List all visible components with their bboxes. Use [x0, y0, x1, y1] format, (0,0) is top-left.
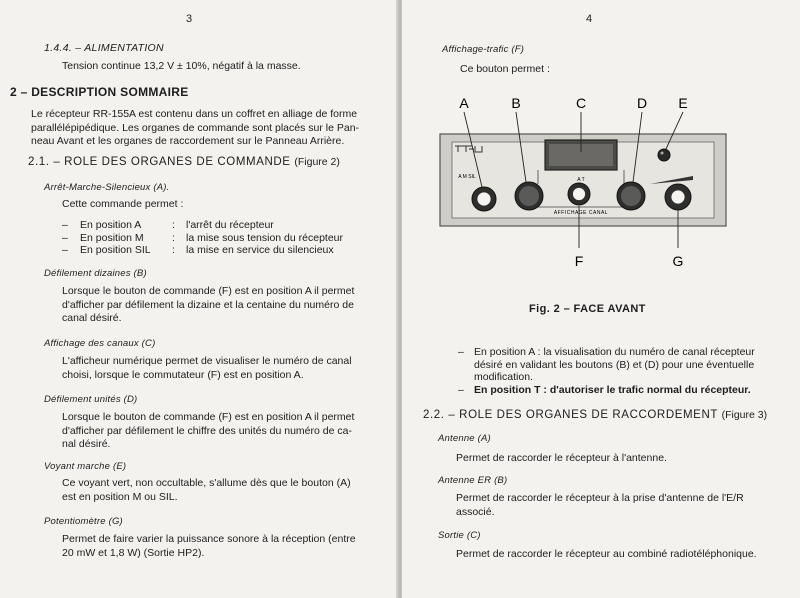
subheading-d: Défilement unités (D) — [44, 394, 138, 405]
section-heading-alimentation: 1.4.4. – ALIMENTATION — [44, 42, 164, 54]
list-item — [62, 244, 343, 257]
text-line: désiré en validant les boutons (B) et (D) pour une éventuelle — [474, 358, 755, 371]
callout-label-d: D — [636, 95, 648, 111]
text-line: d'afficher par défilement le chiffre des unités du numéro de ca- — [62, 424, 352, 437]
text-line: Permet de raccorder le récepteur à la prise d'antenne de l'E/R — [456, 492, 744, 504]
callout-label-f: F — [574, 253, 584, 269]
dash: – — [458, 346, 464, 358]
position-name: En position SIL — [80, 244, 151, 256]
dash: – — [62, 244, 68, 256]
text-line: Lorsque le bouton de commande (F) est en position A il permet — [62, 411, 355, 423]
alimentation-text: Tension continue 13,2 V ± 10%, négatif à la masse. — [62, 60, 301, 72]
position-desc: l'arrêt du récepteur — [186, 219, 274, 231]
list-item-text — [474, 346, 755, 384]
text-line: 20 mW et 1,8 W) (Sortie HP2). — [62, 546, 205, 559]
text-line: choisi, lorsque le commutateur (F) est en position A. — [62, 368, 304, 381]
antenne-text: Permet de raccorder le récepteur à l'antenne. — [456, 452, 667, 464]
text-line: associé. — [456, 505, 495, 518]
knob-f-cap — [573, 188, 586, 201]
text-line: nal désiré. — [62, 438, 111, 450]
knob-d-cap — [621, 186, 641, 206]
text-line: Lorsque le bouton de commande (F) est en position A il permet — [62, 285, 355, 297]
colon: : — [172, 231, 175, 244]
section-heading-raccordement — [423, 409, 767, 421]
text-line: L'afficheur numérique permet de visualiser le numéro de canal — [62, 355, 352, 367]
subheading-a: Arrêt-Marche-Silencieux (A). — [44, 182, 170, 193]
text-line: canal désiré. — [62, 312, 122, 324]
text-line: Le récepteur RR-155A est contenu dans un coffret en alliage de forme — [31, 108, 358, 120]
power-indicator-led — [658, 149, 670, 161]
text-line: neau Avant et les organes de raccordement sur le Panneau Arrière. — [31, 135, 345, 147]
section-heading-text: 2.2. – ROLE DES ORGANES DE RACCORDEMENT — [423, 409, 718, 421]
bold-text: En position T : — [474, 384, 547, 396]
figure-caption: Fig. 2 – FACE AVANT — [529, 303, 646, 315]
dash: – — [62, 219, 68, 231]
dash: – — [458, 384, 464, 396]
knob-a-cap — [477, 192, 491, 206]
position-name: En position M — [80, 231, 144, 244]
subheading-b: Défilement dizaines (B) — [44, 268, 147, 279]
subheading-sortie: Sortie (C) — [438, 530, 481, 541]
position-name: En position A — [80, 219, 142, 231]
knob-f-marks: A T — [577, 177, 585, 183]
subheading-antenne: Antenne (A) — [438, 433, 491, 444]
section-heading-description: 2 – DESCRIPTION SOMMAIRE — [10, 85, 189, 99]
position-desc: la mise sous tension du récepteur — [186, 231, 344, 244]
callout-label-a: A — [459, 95, 469, 111]
list-item — [458, 384, 788, 398]
e-paragraph — [62, 477, 351, 504]
sortie-text: Permet de raccorder le récepteur au combiné radiotéléphonique. — [456, 548, 757, 560]
a-intro: Cette commande permet : — [62, 198, 184, 210]
position-desc: la mise en service du silencieux — [186, 244, 334, 256]
callout-label-c: C — [575, 95, 587, 111]
description-paragraph — [31, 108, 381, 149]
b-paragraph — [62, 285, 354, 326]
knob-g-cap — [671, 190, 685, 204]
figure-reference: (Figure 3) — [721, 409, 768, 421]
page-number: 3 — [186, 13, 193, 25]
knob-b-cap — [519, 186, 539, 206]
text-line: parallélépipédique. Les organes de commande sont placés sur le Pan- — [31, 121, 360, 134]
subheading-f: Affichage-trafic (F) — [442, 44, 525, 55]
front-panel-figure — [438, 92, 728, 272]
page-number: 4 — [586, 13, 593, 25]
text-line: d'afficher par défilement la dizaine et la centaine du numéro de — [62, 298, 354, 311]
callout-label-g: G — [672, 253, 684, 269]
callout-label-b: B — [511, 95, 521, 111]
colon: : — [172, 244, 175, 256]
f-intro: Ce bouton permet : — [460, 63, 550, 75]
c-paragraph — [62, 355, 352, 382]
dash: – — [62, 231, 68, 244]
text-line: modification. — [474, 371, 533, 383]
colon: : — [172, 219, 175, 231]
subheading-antenne-er: Antenne ER (B) — [438, 475, 508, 486]
page-left — [0, 0, 398, 598]
led-highlight — [661, 152, 664, 155]
subheading-g: Potentiomètre (G) — [44, 516, 123, 527]
text-line: En position A : la visualisation du numéro de canal récepteur — [474, 346, 755, 358]
d-paragraph — [62, 411, 354, 452]
panel-band-label: AFFICHAGE CANAL — [553, 210, 609, 216]
list-item-text — [474, 384, 751, 397]
list-item — [62, 219, 343, 232]
text-line: est en position M ou SIL. — [62, 490, 178, 503]
section-heading-text: 2.1. – ROLE DES ORGANES DE COMMANDE — [28, 156, 291, 168]
knob-a-marks: A M SIL — [458, 174, 476, 180]
a-positions-list — [62, 219, 343, 257]
text-line: Ce voyant vert, non occultable, s'allume dès que le bouton (A) — [62, 477, 351, 489]
section-heading-commande — [28, 156, 340, 168]
figure-reference: (Figure 2) — [294, 156, 340, 168]
bold-text: d'autoriser le trafic normal du récepteur. — [549, 384, 751, 396]
g-paragraph — [62, 533, 356, 560]
text-line: Permet de faire varier la puissance sonore à la réception (entre — [62, 533, 356, 545]
callout-label-e: E — [678, 95, 688, 111]
subheading-c: Affichage des canaux (C) — [44, 338, 156, 349]
list-item — [458, 346, 788, 386]
list-item — [62, 232, 343, 245]
antenne-er-paragraph — [456, 492, 744, 519]
subheading-e: Voyant marche (E) — [44, 461, 127, 472]
